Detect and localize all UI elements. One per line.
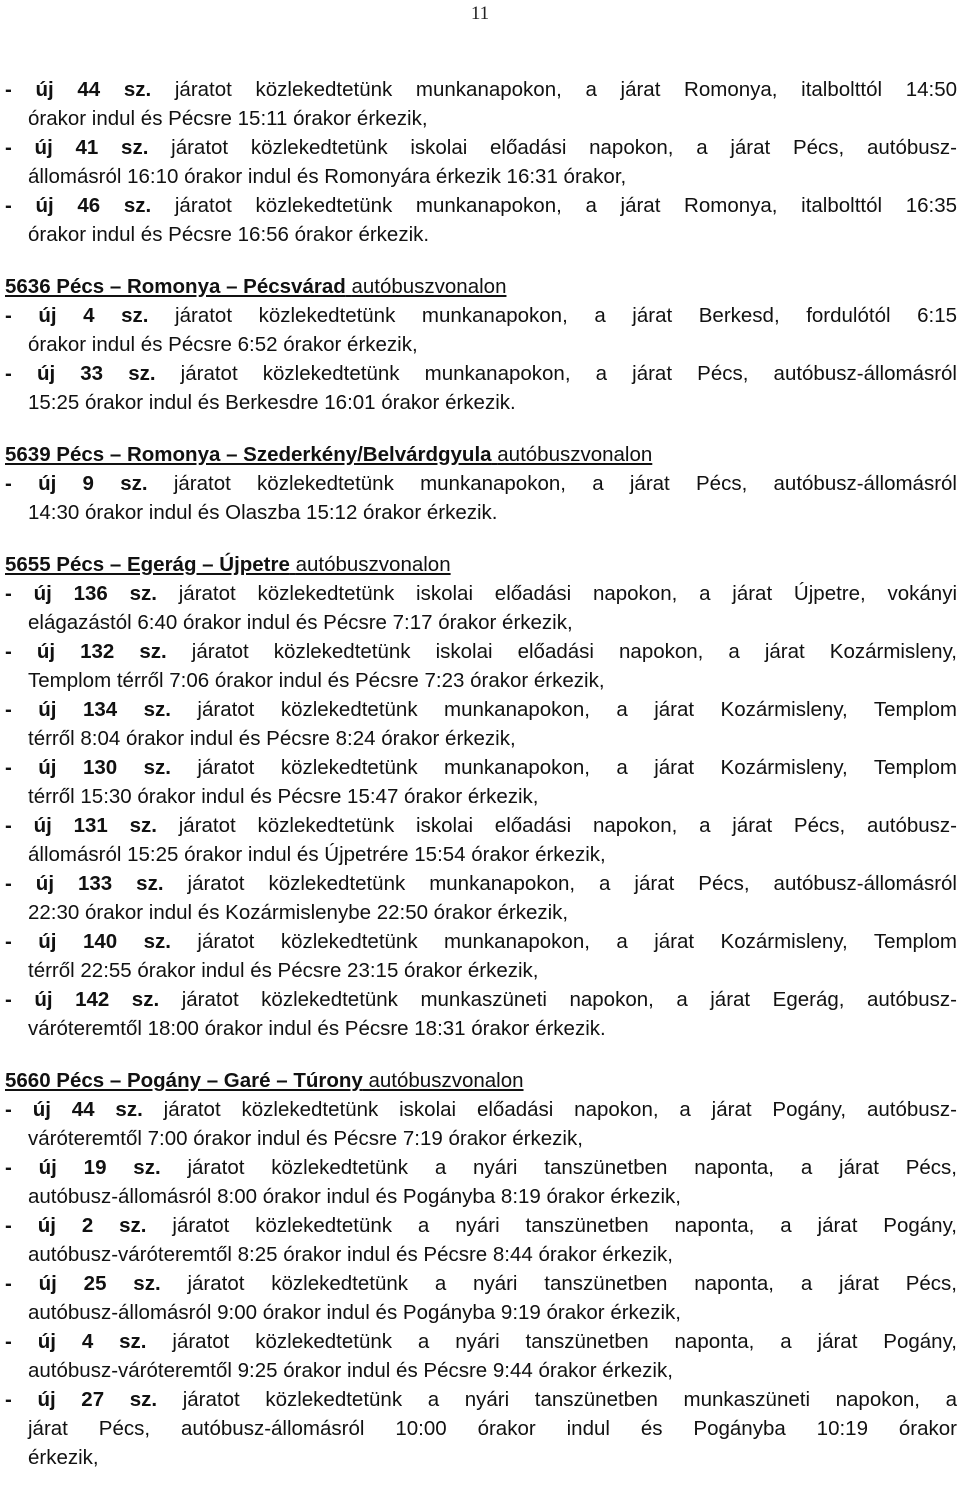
entry-text: járatot közlekedtetünk a nyári tanszünetben naponta, a járat Pogány, <box>172 1330 957 1353</box>
entry-number: - új 132 sz. <box>5 640 167 663</box>
entry-continuation: autóbusz-váróteremtől 8:25 órakor indul és Pécsre 8:44 órakor érkezik, <box>28 1243 673 1266</box>
document-body <box>5 75 957 1472</box>
entry-first-line <box>5 359 957 388</box>
entry-first-line <box>5 469 957 498</box>
entry-continuation: váróteremtől 18:00 órakor indul és Pécsre 18:31 órakor érkezik. <box>28 1017 606 1040</box>
entry-text: járatot közlekedtetünk a nyári tanszünetben munkaszüneti napokon, a <box>182 1388 958 1411</box>
schedule-entry <box>5 985 957 1043</box>
entry-first-line <box>5 1269 957 1298</box>
entry-number: - új 133 sz. <box>5 872 164 895</box>
entry-number: - új 25 sz. <box>5 1272 161 1295</box>
schedule-entry <box>5 469 957 527</box>
entry-number: - új 2 sz. <box>5 1214 147 1237</box>
entry-continuation: 14:30 órakor indul és Olaszba 15:12 órakor érkezik. <box>28 501 498 524</box>
entry-text: járatot közlekedtetünk munkanapokon, a járat Romonya, italbolttól 14:50 <box>174 78 958 101</box>
section-heading <box>5 440 957 469</box>
entry-number: - új 41 sz. <box>5 136 149 159</box>
schedule-entry <box>5 1211 957 1269</box>
entry-number: - új 134 sz. <box>5 698 171 721</box>
schedule-entry <box>5 1153 957 1211</box>
entry-number: - új 27 sz. <box>5 1388 158 1411</box>
entry-continuation: Templom térről 7:06 órakor indul és Pécsre 7:23 órakor érkezik, <box>28 669 605 692</box>
schedule-entry <box>5 869 957 927</box>
entry-text: járatot közlekedtetünk a nyári tanszünetben naponta, a járat Pogány, <box>172 1214 957 1237</box>
entry-continuation: térről 8:04 órakor indul és Pécsre 8:24 órakor érkezik, <box>28 727 516 750</box>
section-heading <box>5 272 957 301</box>
route-suffix: autóbuszvonalon <box>497 443 653 466</box>
entry-first-line <box>5 301 957 330</box>
schedule-entry <box>5 695 957 753</box>
route-name: 5639 Pécs – Romonya – Szederkény/Belvárdgyula <box>5 443 492 466</box>
entry-first-line <box>5 811 957 840</box>
route-name: 5655 Pécs – Egerág – Újpetre <box>5 553 290 576</box>
entry-continuation: autóbusz-váróteremtől 9:25 órakor indul és Pécsre 9:44 órakor érkezik, <box>28 1359 673 1382</box>
schedule-entry <box>5 811 957 869</box>
entry-number: - új 4 sz. <box>5 1330 147 1353</box>
schedule-entry <box>5 927 957 985</box>
entry-continuation: órakor indul és Pécsre 6:52 órakor érkezik, <box>28 333 418 356</box>
entry-text: járatot közlekedtetünk iskolai előadási napokon, a járat Pécs, autóbusz- <box>178 814 958 837</box>
route-suffix: autóbuszvonalon <box>351 275 507 298</box>
entry-number: - új 131 sz. <box>5 814 157 837</box>
schedule-entry <box>5 75 957 133</box>
route-suffix: autóbuszvonalon <box>295 553 451 576</box>
schedule-entry <box>5 359 957 417</box>
entry-first-line <box>5 753 957 782</box>
entry-text: járatot közlekedtetünk a nyári tanszünetben naponta, a járat Pécs, <box>187 1272 958 1295</box>
entry-number: - új 136 sz. <box>5 582 157 605</box>
entry-text: járatot közlekedtetünk munkanapokon, a járat Pécs, autóbusz-állomásról <box>180 362 957 385</box>
section-heading <box>5 1066 957 1095</box>
entry-continuation: autóbusz-állomásról 9:00 órakor indul és Pogányba 9:19 órakor érkezik, <box>28 1301 681 1324</box>
entry-text: járatot közlekedtetünk iskolai előadási napokon, a járat Pécs, autóbusz- <box>171 136 957 159</box>
entry-text: járatot közlekedtetünk munkanapokon, a járat Kozármisleny, Templom <box>197 756 957 779</box>
entry-text: járatot közlekedtetünk munkanapokon, a járat Kozármisleny, Templom <box>197 698 957 721</box>
entry-first-line <box>5 579 957 608</box>
entry-first-line <box>5 1211 957 1240</box>
section-heading <box>5 550 957 579</box>
route-suffix: autóbuszvonalon <box>368 1069 524 1092</box>
entry-first-line <box>5 133 957 162</box>
schedule-entry <box>5 1327 957 1385</box>
entry-first-line <box>5 75 957 104</box>
entry-continuation: térről 22:55 órakor indul és Pécsre 23:15 órakor érkezik, <box>28 959 539 982</box>
entry-first-line <box>5 985 957 1014</box>
entry-continuation: órakor indul és Pécsre 16:56 órakor érkezik. <box>28 223 430 246</box>
entry-text: járatot közlekedtetünk iskolai előadási napokon, a járat Kozármisleny, <box>191 640 957 663</box>
schedule-entry <box>5 753 957 811</box>
schedule-entry <box>5 301 957 359</box>
entry-number: - új 142 sz. <box>5 988 160 1011</box>
entry-text: járatot közlekedtetünk munkanapokon, a járat Pécs, autóbusz-állomásról <box>187 872 957 895</box>
page-number: 11 <box>470 3 490 24</box>
entry-continuation: érkezik, <box>28 1446 99 1469</box>
entry-continuation: 15:25 órakor indul és Berkesdre 16:01 órakor érkezik. <box>28 391 516 414</box>
entry-continuation: váróteremtől 7:00 órakor indul és Pécsre 7:19 órakor érkezik, <box>28 1127 583 1150</box>
entry-continuation: órakor indul és Pécsre 15:11 órakor érkezik, <box>28 107 428 130</box>
route-name: 5660 Pécs – Pogány – Garé – Túrony <box>5 1069 363 1092</box>
entry-first-line <box>5 695 957 724</box>
entry-number: - új 9 sz. <box>5 472 148 495</box>
schedule-entry <box>5 637 957 695</box>
schedule-entry <box>5 1385 957 1472</box>
schedule-entry <box>5 191 957 249</box>
entry-continuation: autóbusz-állomásról 8:00 órakor indul és Pogányba 8:19 órakor érkezik, <box>28 1185 681 1208</box>
schedule-entry <box>5 1269 957 1327</box>
entry-first-line <box>5 1385 957 1414</box>
entry-text: járatot közlekedtetünk iskolai előadási napokon, a járat Újpetre, vokányi <box>178 582 958 605</box>
entry-number: - új 140 sz. <box>5 930 171 953</box>
entry-text: járatot közlekedtetünk munkaszüneti napokon, a járat Egerág, autóbusz- <box>181 988 957 1011</box>
entry-number: - új 130 sz. <box>5 756 171 779</box>
entry-text: járatot közlekedtetünk munkanapokon, a járat Pécs, autóbusz-állomásról <box>173 472 957 495</box>
schedule-entry <box>5 579 957 637</box>
schedule-entry <box>5 1095 957 1153</box>
entry-first-line <box>5 927 957 956</box>
entry-text: járatot közlekedtetünk munkanapokon, a járat Kozármisleny, Templom <box>197 930 957 953</box>
entry-continuation: térről 15:30 órakor indul és Pécsre 15:47 órakor érkezik, <box>28 785 539 808</box>
entry-number: - új 44 sz. <box>5 78 152 101</box>
entry-continuation: járat Pécs, autóbusz-állomásról 10:00 órakor indul és Pogányba 10:19 órakor <box>28 1417 957 1440</box>
entry-text: járatot közlekedtetünk iskolai előadási napokon, a járat Pogány, autóbusz- <box>163 1098 958 1121</box>
route-name: 5636 Pécs – Romonya – Pécsvárad <box>5 275 346 298</box>
entry-continuation: állomásról 15:25 órakor indul és Újpetrére 15:54 órakor érkezik, <box>28 843 606 866</box>
entry-number: - új 46 sz. <box>5 194 152 217</box>
entry-first-line <box>5 637 957 666</box>
entry-first-line <box>5 1327 957 1356</box>
entry-continuation: állomásról 16:10 órakor indul és Romonyára érkezik 16:31 órakor, <box>28 165 627 188</box>
entry-number: - új 19 sz. <box>5 1156 161 1179</box>
entry-first-line <box>5 1095 957 1124</box>
schedule-entry <box>5 133 957 191</box>
entry-first-line <box>5 869 957 898</box>
entry-number: - új 44 sz. <box>5 1098 143 1121</box>
entry-number: - új 4 sz. <box>5 304 149 327</box>
entry-text: járatot közlekedtetünk munkanapokon, a járat Romonya, italbolttól 16:35 <box>174 194 958 217</box>
entry-first-line <box>5 191 957 220</box>
entry-number: - új 33 sz. <box>5 362 156 385</box>
entry-continuation: elágazástól 6:40 órakor indul és Pécsre 7:17 órakor érkezik, <box>28 611 573 634</box>
entry-text: járatot közlekedtetünk a nyári tanszünetben naponta, a járat Pécs, <box>187 1156 958 1179</box>
entry-continuation: 22:30 órakor indul és Kozármislenybe 22:50 órakor érkezik, <box>28 901 569 924</box>
entry-text: járatot közlekedtetünk munkanapokon, a járat Berkesd, fordulótól 6:15 <box>175 304 957 327</box>
entry-first-line <box>5 1153 957 1182</box>
